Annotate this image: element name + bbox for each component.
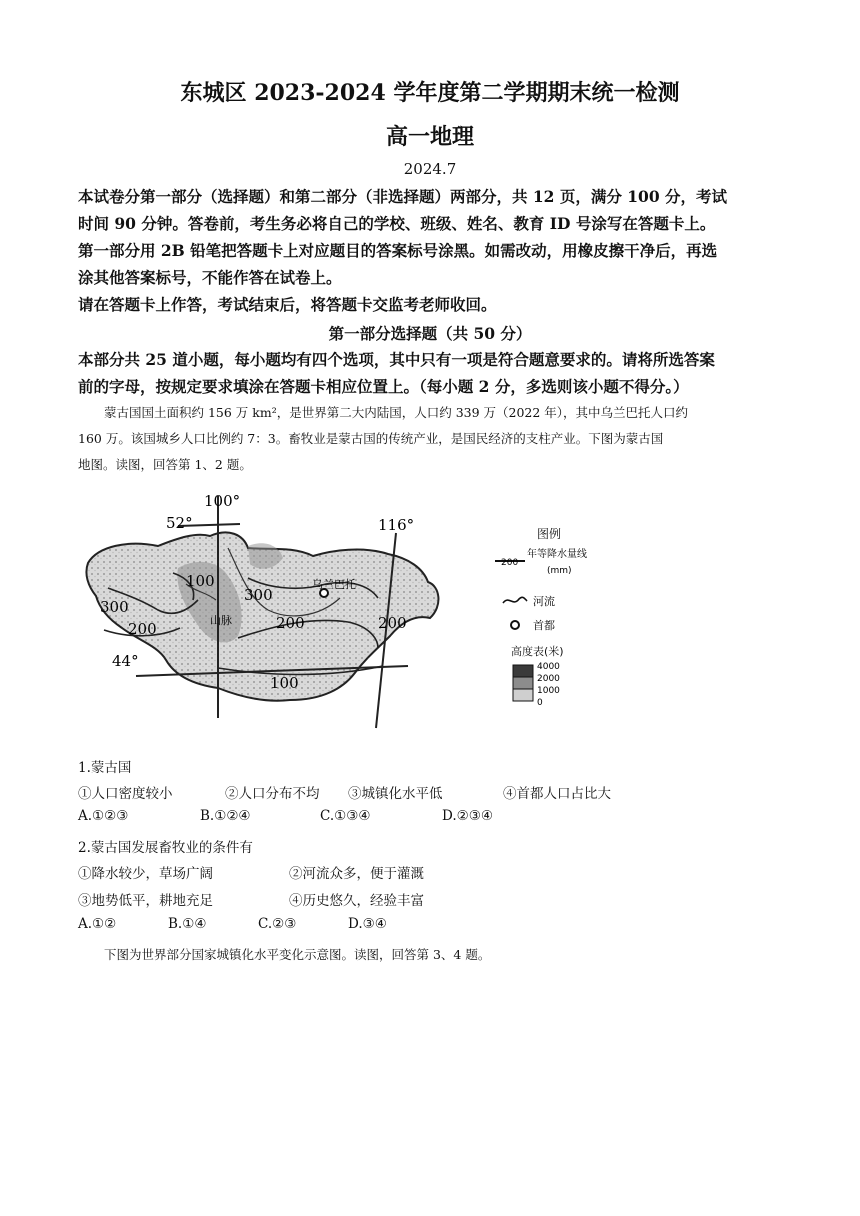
- q1-choice-d[interactable]: D.②③④: [442, 808, 493, 824]
- question-2-items-row1: [78, 862, 424, 882]
- q1-item: ④首都人口占比大: [503, 786, 611, 802]
- passage-urbanization: 下图为世界部分国家城镇化水平变化示意图。读图，回答第 3、4 题。: [104, 947, 491, 962]
- instructions: [78, 183, 790, 318]
- q2-choice-c[interactable]: C.②③: [258, 916, 297, 932]
- q1-item: ①人口密度较小: [78, 786, 173, 802]
- lat-label-44: 44°: [112, 652, 139, 670]
- mongolia-map: [78, 488, 458, 738]
- instruction-line: 本试卷分第一部分（选择题）和第二部分（非选择题）两部分，共 12 页，满分 100 分，考试: [78, 187, 728, 206]
- legend-elevation-title: 高度表(米): [511, 645, 564, 658]
- instruction-line: 涂其他答案标号，不能作答在试卷上。: [78, 268, 342, 287]
- question-1-stem: 1.蒙古国: [78, 760, 132, 776]
- legend-isoline-unit: (mm): [547, 566, 572, 576]
- elevation-swatch: [513, 677, 533, 689]
- legend-river: 河流: [533, 595, 555, 608]
- isoline-label: 200: [128, 620, 157, 638]
- river-symbol-icon: [503, 597, 527, 603]
- isoline-label: 200: [276, 614, 305, 632]
- q1-choice-a[interactable]: A.①②③: [78, 808, 129, 824]
- section-intro: [78, 346, 790, 400]
- elevation-swatch: [513, 665, 533, 677]
- lat-label-52: 52°: [166, 514, 193, 532]
- section-intro-line: 本部分共 25 道小题，每小题均有四个选项，其中只有一项是符合题意要求的。请将所选答案: [78, 350, 715, 369]
- exam-date: 2024.7: [403, 160, 457, 178]
- isoline-label: 100: [270, 674, 299, 692]
- q2-choice-b[interactable]: B.①④: [168, 916, 207, 932]
- isoline-label: 100: [186, 572, 215, 590]
- legend-capital: 首都: [533, 619, 555, 632]
- elevation-value: 0: [537, 698, 543, 708]
- isoline-label: 200: [378, 614, 407, 632]
- mountain-label: 山脉: [210, 614, 232, 627]
- q2-item: ①降水较少，草场广阔: [78, 866, 213, 882]
- passage-line: 地图。读图，回答第 1、2 题。: [78, 457, 252, 472]
- passage-line: 蒙古国国土面积约 156 万 km²，是世界第二大内陆国，人口约 339 万（2022 年），其中乌兰巴托人口约: [104, 405, 689, 420]
- q1-item: ③城镇化水平低: [348, 786, 443, 802]
- question-2-items-row2: [78, 889, 424, 909]
- instruction-line: 时间 90 分钟。答卷前，考生务必将自己的学校、班级、姓名、教育 ID 号涂写在答题卡上。: [78, 214, 716, 233]
- section-intro-line: 前的字母，按规定要求填涂在答题卡相应位置上。（每小题 2 分，多选则该小题不得分。）: [78, 377, 689, 396]
- subject-title: 高一地理: [385, 124, 474, 150]
- instruction-line: 第一部分用 2B 铅笔把答题卡上对应题目的答案标号涂黑。如需改动，用橡皮擦干净后，再选: [78, 241, 718, 260]
- question-1-choices: [78, 808, 493, 824]
- elevation-value: 4000: [537, 662, 560, 672]
- q1-choice-b[interactable]: B.①②④: [200, 808, 251, 824]
- legend-isoline-value: 200: [501, 558, 519, 568]
- elevation-swatch: [513, 689, 533, 701]
- isoline-label: 300: [244, 586, 273, 604]
- elevation-value: 2000: [537, 674, 560, 684]
- capital-label: 乌兰巴托: [312, 578, 356, 591]
- exam-title: 东城区 2023-2024 学年度第二学期期末统一检测: [180, 80, 680, 106]
- legend-title: 图例: [537, 527, 562, 541]
- passage-mongolia: [78, 400, 790, 478]
- q1-item: ②人口分布不均: [225, 786, 320, 802]
- instruction-line: 请在答题卡上作答，考试结束后，将答题卡交监考老师收回。: [78, 295, 497, 314]
- elevation-value: 1000: [537, 686, 560, 696]
- isoline-label: 300: [100, 598, 129, 616]
- legend-isoline-label: 年等降水量线: [527, 549, 587, 560]
- capital-symbol-icon: [511, 621, 519, 629]
- lon-label-100: 100°: [204, 492, 241, 510]
- question-1-items: [78, 782, 611, 802]
- q2-item: ②河流众多，便于灌溉: [289, 866, 424, 882]
- q2-item: ④历史悠久，经验丰富: [289, 893, 424, 909]
- q2-choice-a[interactable]: A.①②: [78, 916, 117, 932]
- question-2-choices: [78, 916, 387, 932]
- question-2-stem: 2.蒙古国发展畜牧业的条件有: [78, 840, 253, 856]
- q1-choice-c[interactable]: C.①③④: [320, 808, 371, 824]
- map-legend: [495, 525, 615, 725]
- q2-choice-d[interactable]: D.③④: [348, 916, 387, 932]
- q2-item: ③地势低平，耕地充足: [78, 893, 213, 909]
- passage-line: 160 万。该国城乡人口比例约 7：3。畜牧业是蒙古国的传统产业，是国民经济的支柱产业。下图为蒙古国: [78, 431, 664, 446]
- lon-label-116: 116°: [378, 516, 415, 534]
- section-heading: 第一部分选择题（共 50 分）: [328, 324, 532, 343]
